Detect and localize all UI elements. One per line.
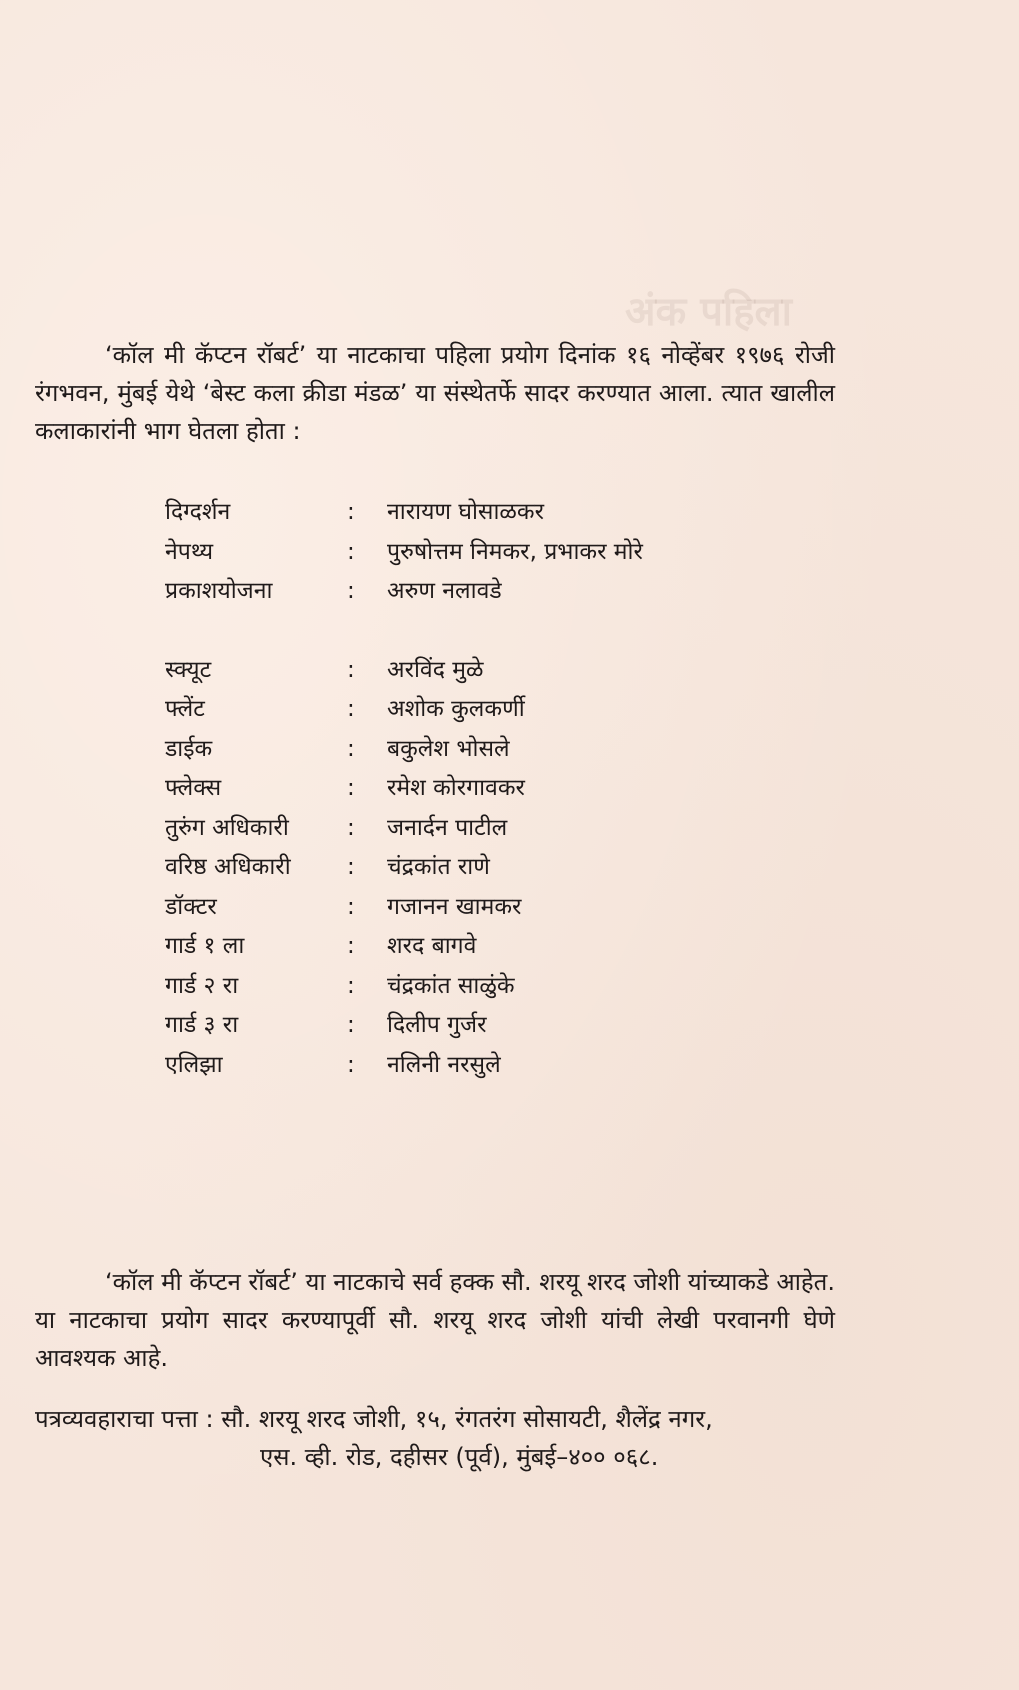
rights-notice-paragraph: ‘कॉल मी कॅप्टन रॉबर्ट’ या नाटकाचे सर्व हक्क सौ. शरयू शरद जोशी यांच्याकडे आहेत. या नाटकाचा प्रयोग सादर करण्यापूर्वी सौ. शरयू शरद जोशी यांची लेखी परवानगी घेणे आवश्यक आहे. (35, 1268, 835, 1372)
credit-name: अरविंद मुळे (387, 656, 484, 683)
first-performance-paragraph: ‘कॉल मी कॅप्टन रॉबर्ट’ या नाटकाचा पहिला प्रयोग दिनांक १६ नोव्हेंबर १९७६ रोजी रंगभवन, मुंबई येथे ‘बेस्ट कला क्रीडा मंडळ’ या संस्थेतर्फे सादर करण्यात आला. त्यात खालील कलाकारांनी भाग घेतला होता : (35, 341, 835, 445)
credit-separator: : (347, 656, 355, 683)
credit-separator: : (347, 696, 355, 722)
credit-role: एलिझा (165, 1051, 223, 1078)
credits-list (165, 494, 785, 1086)
credit-role: डॉक्टर (165, 893, 217, 920)
credit-row (165, 770, 785, 810)
credit-role: फ्लेक्स (165, 775, 222, 801)
credit-role: नेपथ्य (165, 538, 214, 565)
credit-role: डाईक (165, 735, 213, 762)
address-line-2: एस. व्ही. रोड, दहीसर (पूर्व), मुंबई–४०० ०६८. (260, 1443, 659, 1471)
crew-credits (165, 494, 785, 613)
credit-role: दिग्दर्शन (165, 499, 231, 525)
credit-role: गार्ड २ रा (165, 972, 239, 999)
credit-row (165, 1007, 785, 1047)
credit-separator: : (347, 893, 355, 920)
credit-separator: : (347, 1012, 355, 1038)
credit-row (165, 573, 785, 613)
credit-name: पुरुषोत्तम निमकर, प्रभाकर मोरे (387, 538, 643, 565)
credit-name: रमेश कोरगावकर (387, 775, 525, 801)
credit-row (165, 889, 785, 929)
credit-row (165, 652, 785, 692)
address-line-1: पत्रव्यवहाराचा पत्ता : सौ. शरयू शरद जोशी, १५, रंगतरंग सोसायटी, शैलेंद्र नगर, (35, 1405, 713, 1433)
credit-row (165, 928, 785, 968)
credit-name: नलिनी नरसुले (387, 1051, 501, 1078)
credit-name: चंद्रकांत साळुंके (387, 972, 515, 999)
credit-separator: : (347, 972, 355, 999)
credit-row (165, 731, 785, 771)
correspondence-address (35, 1400, 835, 1476)
credit-name: जनार्दन पाटील (387, 814, 508, 841)
credit-separator: : (347, 1051, 355, 1078)
credit-row (165, 1047, 785, 1087)
credit-name: नारायण घोसाळकर (387, 499, 544, 525)
credit-separator: : (347, 578, 355, 604)
credit-role: फ्लेंट (165, 696, 205, 722)
credit-name: गजानन खामकर (387, 893, 522, 920)
credit-separator: : (347, 538, 355, 565)
credit-name: अरुण नलावडे (387, 578, 502, 604)
credit-role: प्रकाशयोजना (165, 578, 273, 604)
credit-row (165, 968, 785, 1008)
credit-name: बकुलेश भोसले (387, 735, 510, 762)
credit-separator: : (347, 933, 355, 959)
show-through-heading: अंक पहिला (625, 289, 793, 335)
credit-separator: : (347, 735, 355, 762)
credit-row (165, 534, 785, 574)
credit-row (165, 494, 785, 534)
credit-separator: : (347, 775, 355, 801)
credit-role: वरिष्ठ अधिकारी (165, 854, 291, 880)
credit-row (165, 849, 785, 889)
credit-separator: : (347, 814, 355, 841)
credit-name: दिलीप गुर्जर (387, 1012, 487, 1038)
credit-role: तुरुंग अधिकारी (165, 814, 289, 841)
credit-row (165, 691, 785, 731)
credit-role: गार्ड ३ रा (165, 1012, 239, 1038)
credit-name: चंद्रकांत राणे (387, 854, 490, 880)
credit-name: अशोक कुलकर्णी (387, 696, 525, 722)
cast-credits (165, 652, 785, 1087)
credit-name: शरद बागवे (387, 933, 477, 959)
credit-role: गार्ड १ ला (165, 933, 245, 959)
credit-separator: : (347, 499, 355, 525)
credit-role: स्क्यूट (165, 656, 212, 683)
credit-separator: : (347, 854, 355, 880)
credit-row (165, 810, 785, 850)
